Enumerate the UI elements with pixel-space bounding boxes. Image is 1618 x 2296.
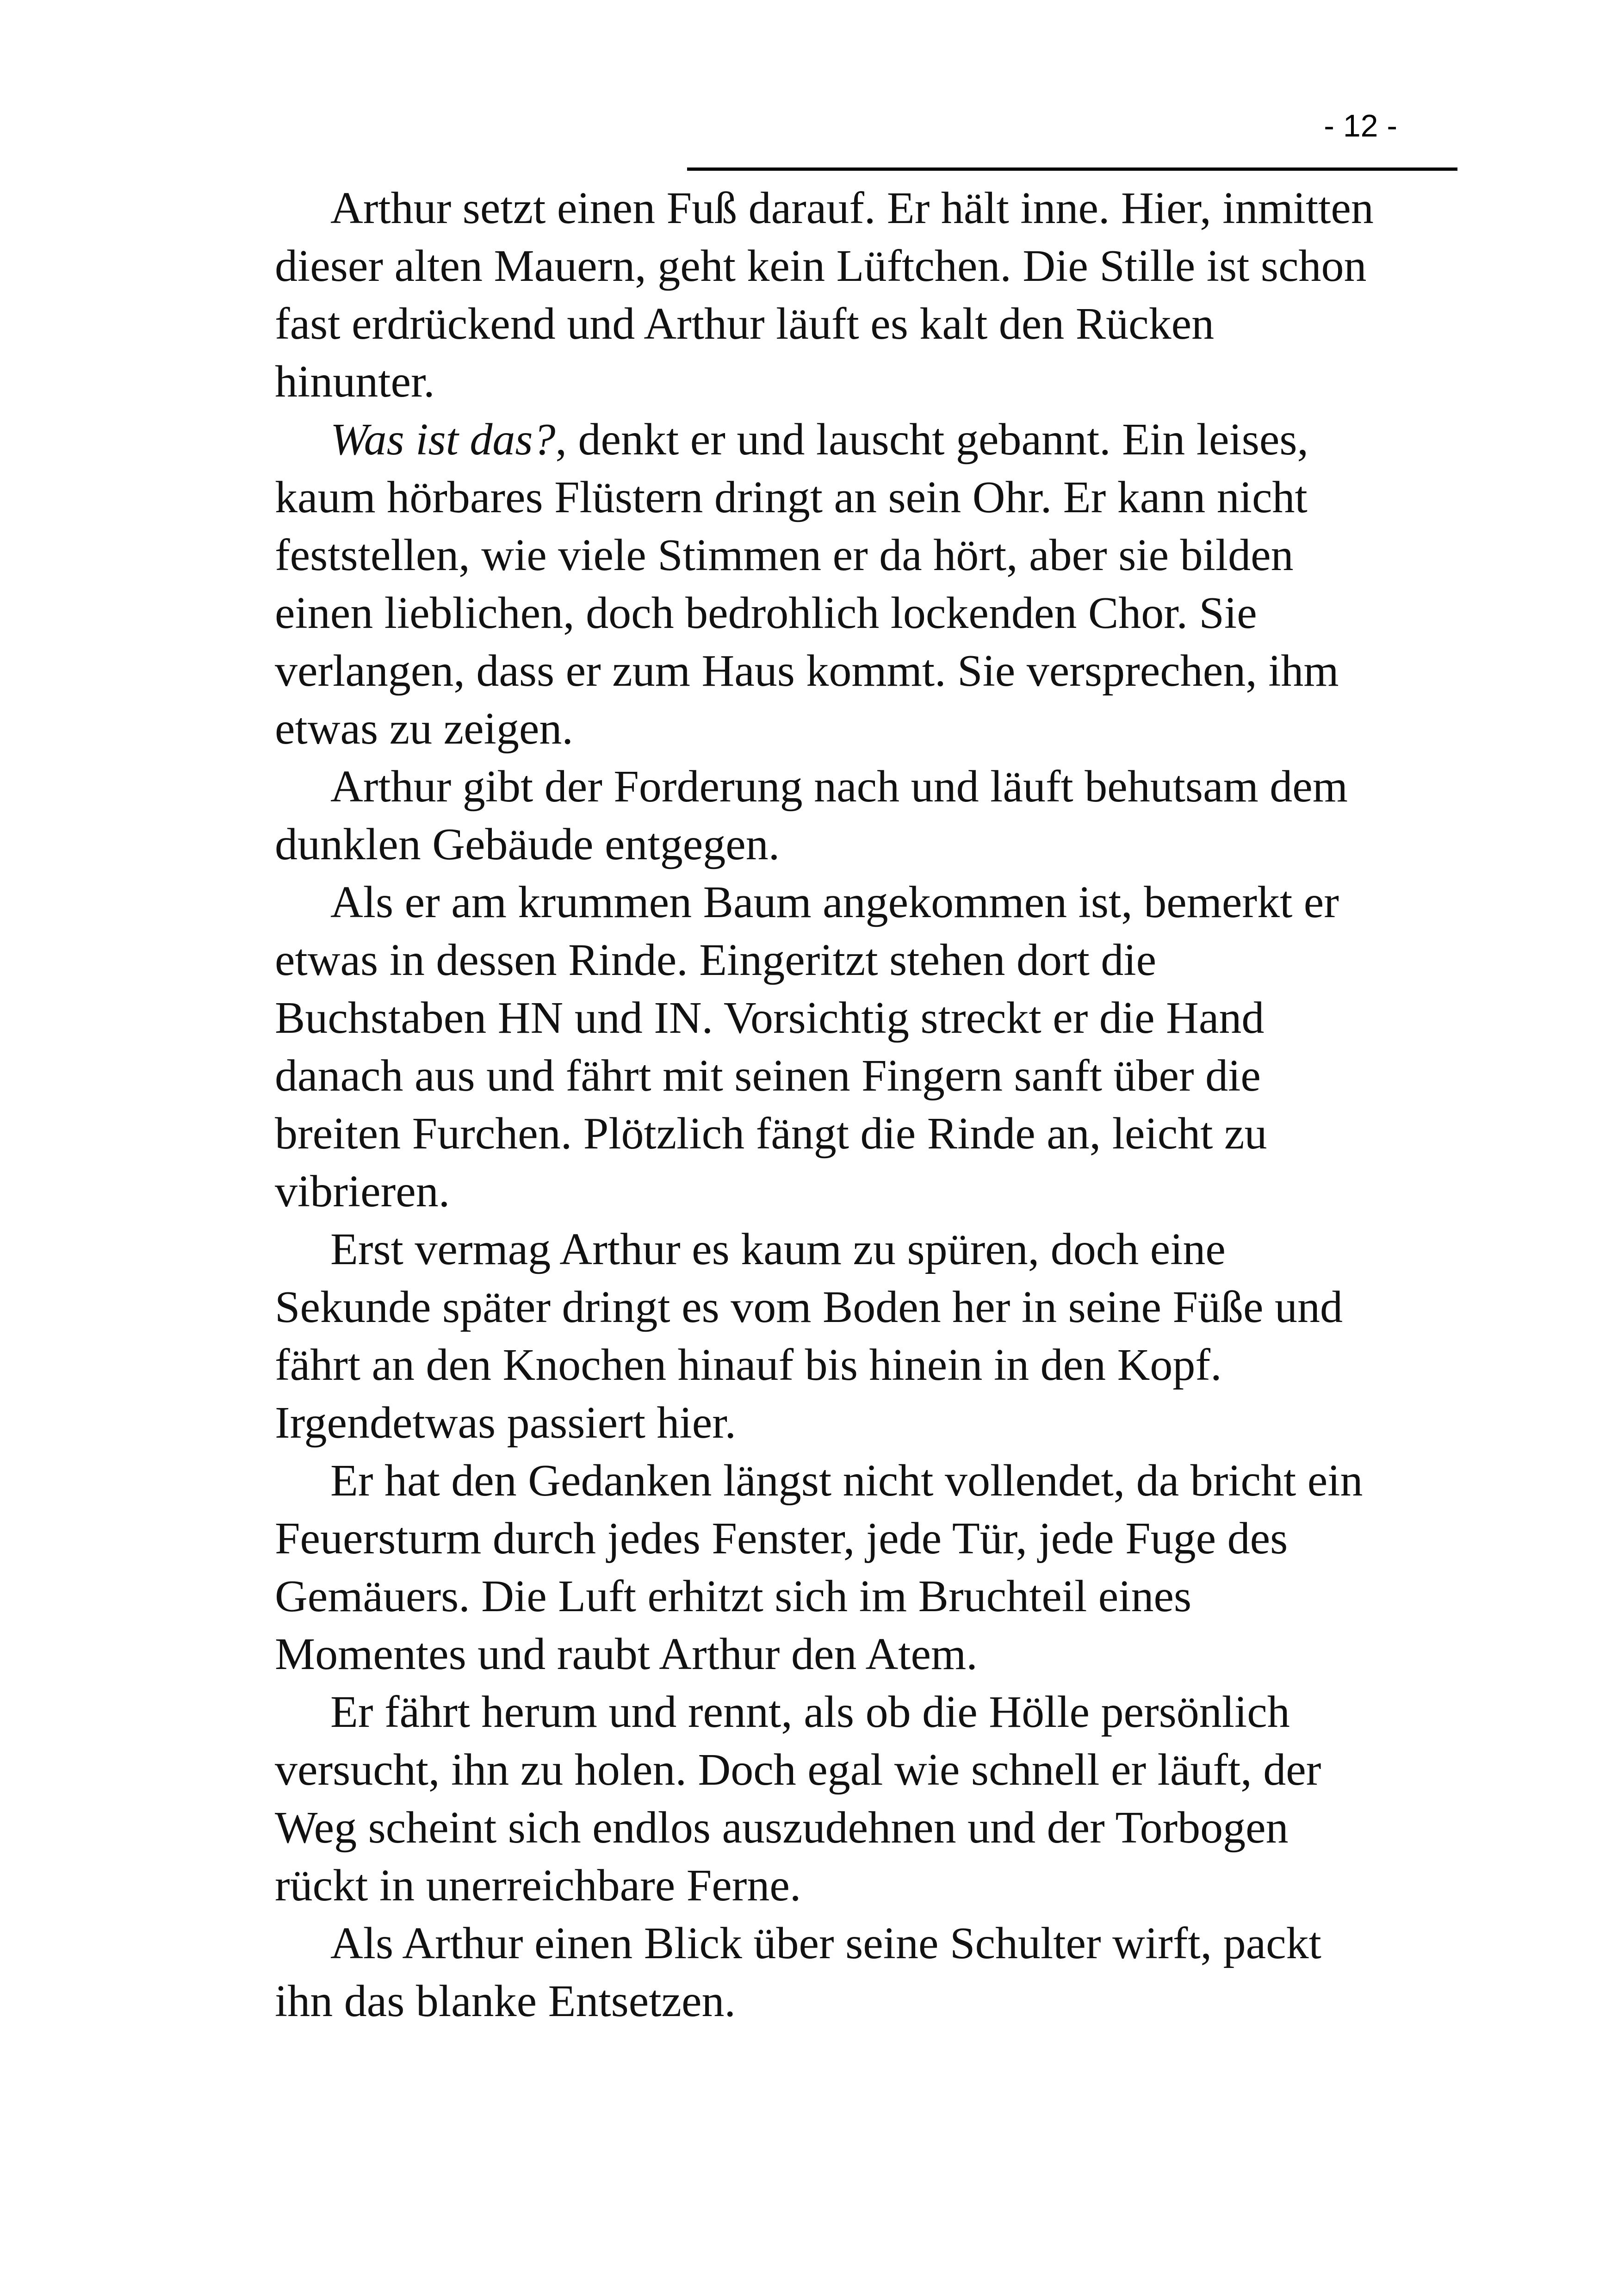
line-text: Arthur gibt der Forderung nach und läuft behutsam dem — [330, 762, 1348, 812]
text-line — [275, 237, 1422, 295]
line-text: Weg scheint sich endlos auszudehnen und der Torbogen — [275, 1803, 1289, 1853]
line-text: vibrieren. — [275, 1167, 450, 1216]
line-text: Als er am krummen Baum angekommen ist, bemerkt er — [330, 877, 1339, 927]
line-text: Als Arthur einen Blick über seine Schulter wirft, packt — [330, 1918, 1321, 1968]
text-line — [275, 1163, 1422, 1221]
line-text: kaum hörbares Flüstern dringt an sein Ohr. Er kann nicht — [275, 472, 1308, 522]
line-text: versucht, ihn zu holen. Doch egal wie schnell er läuft, der — [275, 1745, 1321, 1795]
text-line — [275, 584, 1422, 642]
text-line — [275, 1973, 1422, 2030]
line-text: etwas in dessen Rinde. Eingeritzt stehen dort die — [275, 935, 1157, 985]
line-text: Buchstaben HN und IN. Vorsichtig streckt er die Hand — [275, 993, 1265, 1043]
line-text: Er fährt herum und rennt, als ob die Hölle persönlich — [330, 1687, 1290, 1737]
header-rule — [687, 168, 1457, 171]
text-line — [275, 1510, 1422, 1568]
text-line — [275, 700, 1422, 758]
text-line — [275, 1278, 1422, 1336]
text-line — [275, 353, 1422, 411]
line-text: Arthur setzt einen Fuß darauf. Er hält inne. Hier, inmitten — [330, 183, 1374, 233]
page-number: - 12 - — [1324, 108, 1397, 143]
text-line — [275, 1741, 1422, 1799]
paragraph — [275, 411, 1422, 758]
paragraph — [275, 1683, 1422, 1915]
line-text: hinunter. — [275, 357, 435, 407]
line-text: verlangen, dass er zum Haus kommt. Sie versprechen, ihm — [275, 646, 1339, 696]
paragraph — [275, 1452, 1422, 1683]
line-text: Er hat den Gedanken längst nicht vollendet, da bricht ein — [330, 1456, 1363, 1506]
italic-thought: Was ist das? — [330, 415, 556, 465]
line-text: Gemäuers. Die Luft erhitzt sich im Bruchteil eines — [275, 1571, 1192, 1621]
paragraph — [275, 874, 1422, 1221]
line-text: rückt in unerreichbare Ferne. — [275, 1861, 801, 1911]
text-line — [275, 1105, 1422, 1163]
paragraph — [275, 1915, 1422, 2030]
text-line — [275, 1394, 1422, 1452]
line-text: dieser alten Mauern, geht kein Lüftchen. Die Stille ist schon — [275, 241, 1367, 291]
line-text: fährt an den Knochen hinauf bis hinein in den Kopf. — [275, 1340, 1222, 1390]
line-text: etwas zu zeigen. — [275, 704, 573, 754]
text-line — [275, 1452, 1422, 1510]
text-line — [275, 1915, 1422, 1973]
text-line — [275, 1799, 1422, 1857]
line-text: , denkt er und lauscht gebannt. Ein leises, — [555, 415, 1308, 465]
line-text: ihn das blanke Entsetzen. — [275, 1976, 736, 2026]
text-line — [275, 874, 1422, 931]
text-line — [275, 469, 1422, 527]
line-text: danach aus und fährt mit seinen Fingern sanft über die — [275, 1051, 1261, 1101]
line-text: Feuersturm durch jedes Fenster, jede Tür, jede Fuge des — [275, 1514, 1288, 1564]
text-line — [275, 816, 1422, 874]
text-line — [275, 527, 1422, 584]
line-text: dunklen Gebäude entgegen. — [275, 819, 780, 869]
text-line — [275, 1047, 1422, 1105]
line-text: Momentes und raubt Arthur den Atem. — [275, 1629, 978, 1679]
line-text: Irgendetwas passiert hier. — [275, 1398, 736, 1448]
text-line — [275, 1221, 1422, 1278]
text-line — [275, 642, 1422, 700]
text-line — [275, 1568, 1422, 1626]
line-text: feststellen, wie viele Stimmen er da hört, aber sie bilden — [275, 530, 1294, 580]
text-line — [275, 989, 1422, 1047]
text-line — [275, 758, 1422, 816]
text-line — [275, 295, 1422, 353]
text-line — [275, 1683, 1422, 1741]
text-line — [275, 411, 1422, 469]
paragraph — [275, 758, 1422, 874]
text-line — [275, 180, 1422, 237]
line-text: einen lieblichen, doch bedrohlich lockenden Chor. Sie — [275, 588, 1257, 638]
paragraph — [275, 180, 1422, 411]
text-line — [275, 1857, 1422, 1915]
paragraph — [275, 1221, 1422, 1452]
text-line — [275, 1626, 1422, 1683]
body-text — [275, 180, 1422, 2030]
line-text: fast erdrückend und Arthur läuft es kalt den Rücken — [275, 299, 1215, 349]
text-line — [275, 1336, 1422, 1394]
line-text: Erst vermag Arthur es kaum zu spüren, doch eine — [330, 1224, 1226, 1274]
line-text: Sekunde später dringt es vom Boden her in seine Füße und — [275, 1282, 1343, 1332]
text-line — [275, 931, 1422, 989]
line-text: breiten Furchen. Plötzlich fängt die Rinde an, leicht zu — [275, 1109, 1267, 1159]
